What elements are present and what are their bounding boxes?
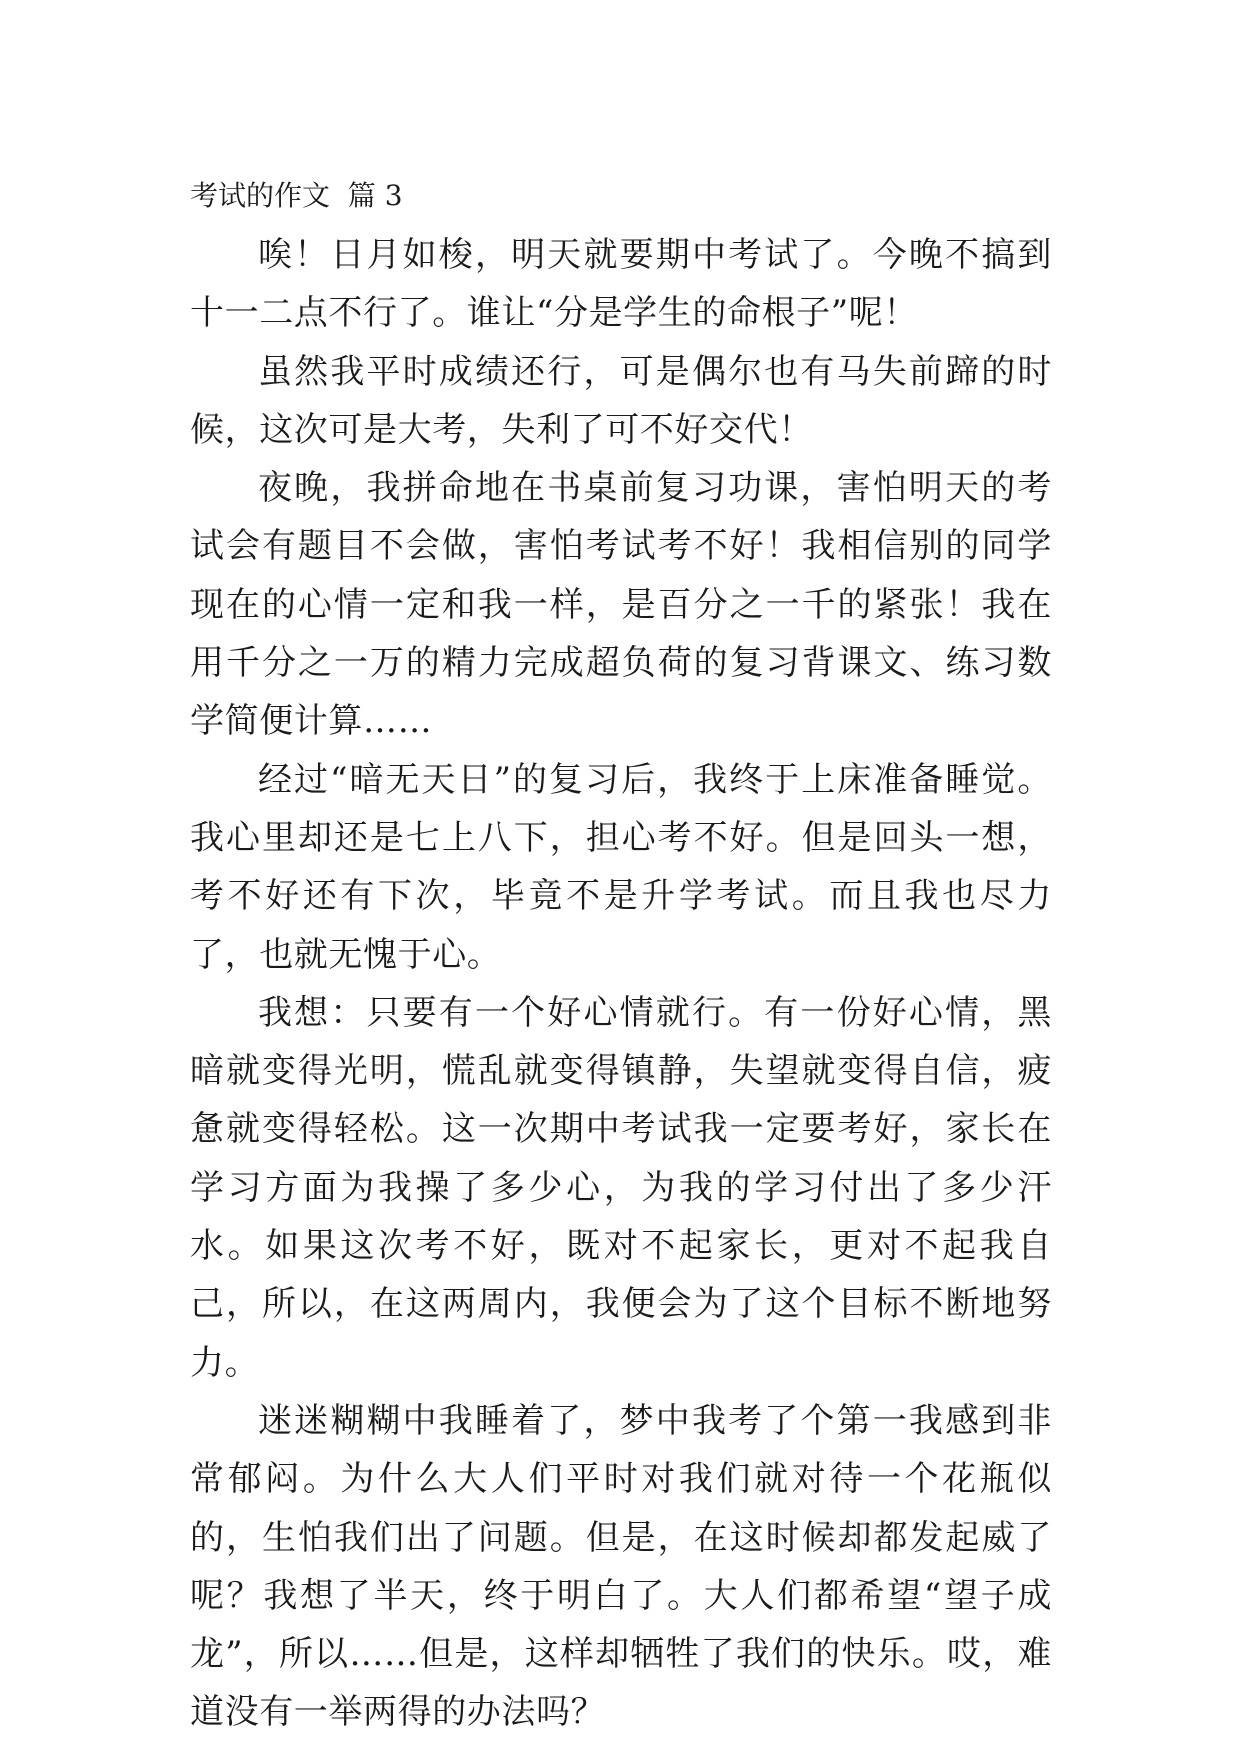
paragraph-3: 夜晚，我拼命地在书桌前复习功课，害怕明天的考试会有题目不会做，害怕考试考不好！我相信别的同学现在的心情一定和我一样，是百分之一千的紧张！我在用千分之一万的精力完成超负荷的复习背课文、练习数学简便计算…… xyxy=(190,468,1052,742)
paragraph-4: 经过“暗无天日”的复习后，我终于上床准备睡觉。我心里却还是七上八下，担心考不好。但是回头一想，考不好还有下次，毕竟不是升学考试。而且我也尽力了，也就无愧于心。 xyxy=(190,759,1052,975)
paragraph-2: 虽然我平时成绩还行，可是偶尔也有马失前蹄的时候，这次可是大考，失利了可不好交代！ xyxy=(190,351,1052,450)
paragraph-6: 迷迷糊糊中我睡着了，梦中我考了个第一我感到非常郁闷。为什么大人们平时对我们就对待一个花瓶似的，生怕我们出了问题。但是，在这时候却都发起威了呢？我想了半天，终于明白了。大人们都希望“望子成龙”，所以……但是，这样却牺牲了我们的快乐。哎，难道没有一举两得的办法吗？ xyxy=(190,1400,1052,1733)
paragraph-5: 我想：只要有一个好心情就行。有一份好心情，黑暗就变得光明，慌乱就变得镇静，失望就变得自信，疲惫就变得轻松。这一次期中考试我一定要考好，家长在学习方面为我操了多少心，为我的学习付出了多少汗水。如果这次考不好，既对不起家长，更对不起我自己，所以，在这两周内，我便会为了这个目标不断地努力。 xyxy=(190,992,1052,1383)
document-body xyxy=(190,166,1052,1742)
document-title: 考试的作文 篇 3 xyxy=(190,179,403,212)
paragraph-1: 唉！日月如梭，明天就要期中考试了。今晚不搞到十一二点不行了。谁让“分是学生的命根子”呢！ xyxy=(190,235,1052,334)
